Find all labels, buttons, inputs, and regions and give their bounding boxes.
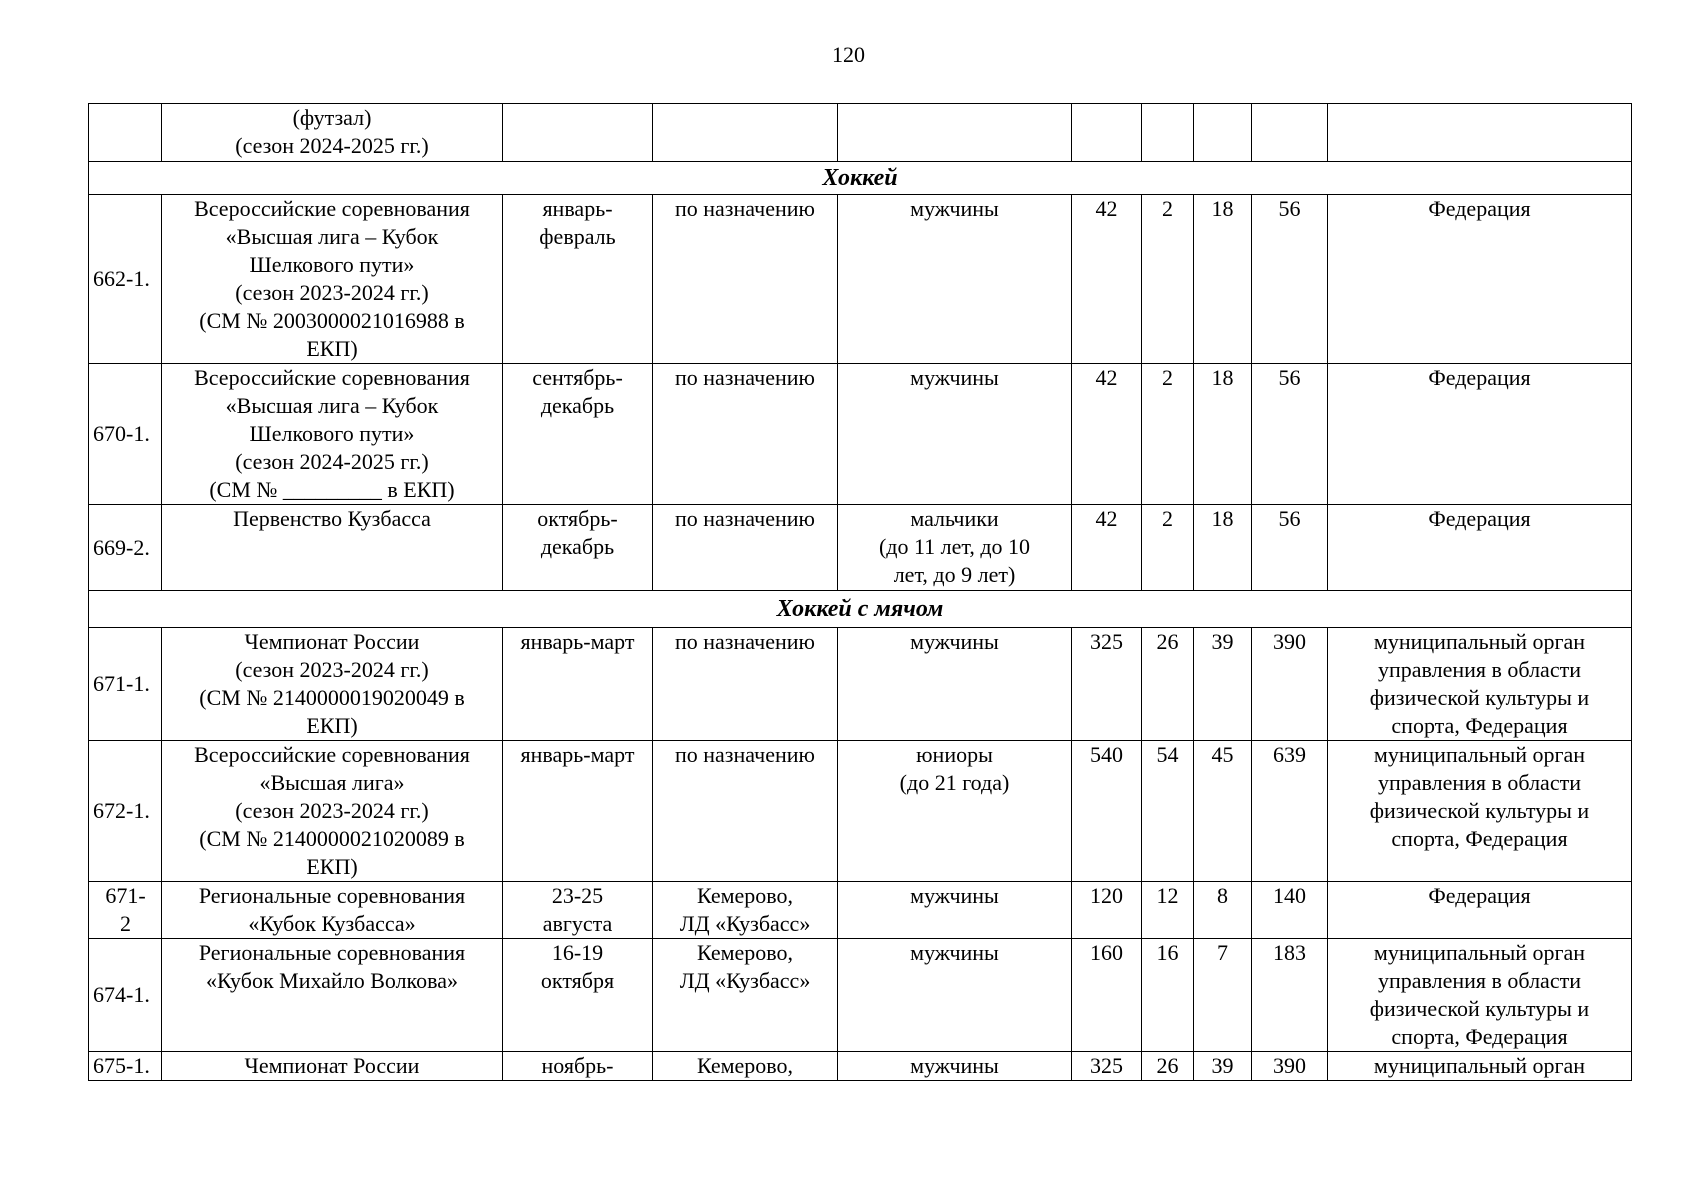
table-row xyxy=(89,882,1632,939)
count-athletes-cell xyxy=(1072,104,1142,162)
count-coaches-cell: 26 xyxy=(1142,1052,1194,1081)
table-row xyxy=(89,1052,1632,1081)
count-total-cell: 183 xyxy=(1252,939,1328,1052)
event-name-cell: Всероссийские соревнования «Высшая лига – Кубок Шелкового пути» (сезон 2024-2025 гг.) (СМ № _________ в ЕКП) xyxy=(162,364,503,505)
count-coaches-cell: 2 xyxy=(1142,195,1194,364)
event-name-cell: Первенство Кузбасса xyxy=(162,505,503,591)
count-athletes-cell: 540 xyxy=(1072,741,1142,882)
count-judges-cell: 45 xyxy=(1194,741,1252,882)
participants-cell: мужчины xyxy=(838,882,1072,939)
event-dates-cell: сентябрь- декабрь xyxy=(503,364,653,505)
organizer-cell: муниципальный орган xyxy=(1328,1052,1632,1081)
count-athletes-cell: 120 xyxy=(1072,882,1142,939)
count-total-cell: 639 xyxy=(1252,741,1328,882)
row-number-cell: 674-1. xyxy=(89,939,162,1052)
table-row xyxy=(89,741,1632,882)
event-place-cell: по назначению xyxy=(653,195,838,364)
participants-cell: мужчины xyxy=(838,939,1072,1052)
table-row xyxy=(89,364,1632,505)
table-row xyxy=(89,939,1632,1052)
table-row xyxy=(89,505,1632,591)
events-table xyxy=(88,103,1632,1081)
count-coaches-cell: 26 xyxy=(1142,628,1194,741)
participants-cell: мужчины xyxy=(838,364,1072,505)
table-row xyxy=(89,628,1632,741)
organizer-cell: Федерация xyxy=(1328,364,1632,505)
event-place-cell: Кемерово, ЛД «Кузбасс» xyxy=(653,882,838,939)
organizer-cell: муниципальный орган управления в области физической культуры и спорта, Федерация xyxy=(1328,628,1632,741)
count-athletes-cell: 325 xyxy=(1072,628,1142,741)
count-coaches-cell: 54 xyxy=(1142,741,1194,882)
count-athletes-cell: 42 xyxy=(1072,364,1142,505)
count-total-cell: 140 xyxy=(1252,882,1328,939)
organizer-cell xyxy=(1328,104,1632,162)
row-number-cell: 675-1. xyxy=(89,1052,162,1081)
count-total-cell: 56 xyxy=(1252,195,1328,364)
row-number-cell: 671- 2 xyxy=(89,882,162,939)
count-judges-cell: 18 xyxy=(1194,364,1252,505)
participants-cell: мужчины xyxy=(838,628,1072,741)
event-dates-cell: октябрь- декабрь xyxy=(503,505,653,591)
participants-cell xyxy=(838,104,1072,162)
event-place-cell xyxy=(653,104,838,162)
event-dates-cell: январь-март xyxy=(503,628,653,741)
organizer-cell: Федерация xyxy=(1328,505,1632,591)
participants-cell: мужчины xyxy=(838,195,1072,364)
count-total-cell: 390 xyxy=(1252,628,1328,741)
row-number-cell: 662-1. xyxy=(89,195,162,364)
event-name-cell: Региональные соревнования «Кубок Кузбасса» xyxy=(162,882,503,939)
sport-section-header xyxy=(89,162,1632,195)
count-judges-cell: 8 xyxy=(1194,882,1252,939)
row-number-cell: 670-1. xyxy=(89,364,162,505)
count-coaches-cell: 12 xyxy=(1142,882,1194,939)
participants-cell: юниоры (до 21 года) xyxy=(838,741,1072,882)
count-judges-cell xyxy=(1194,104,1252,162)
event-dates-cell: январь-март xyxy=(503,741,653,882)
count-judges-cell: 18 xyxy=(1194,195,1252,364)
event-name-cell: Чемпионат России (сезон 2023-2024 гг.) (СМ № 2140000019020049 в ЕКП) xyxy=(162,628,503,741)
event-dates-cell: 23-25 августа xyxy=(503,882,653,939)
count-total-cell: 390 xyxy=(1252,1052,1328,1081)
count-athletes-cell: 42 xyxy=(1072,195,1142,364)
count-total-cell: 56 xyxy=(1252,364,1328,505)
count-judges-cell: 18 xyxy=(1194,505,1252,591)
count-coaches-cell: 16 xyxy=(1142,939,1194,1052)
count-athletes-cell: 325 xyxy=(1072,1052,1142,1081)
event-dates-cell: январь- февраль xyxy=(503,195,653,364)
event-dates-cell: 16-19 октября xyxy=(503,939,653,1052)
participants-cell: мужчины xyxy=(838,1052,1072,1081)
count-coaches-cell xyxy=(1142,104,1194,162)
organizer-cell: муниципальный орган управления в области физической культуры и спорта, Федерация xyxy=(1328,741,1632,882)
row-number-cell: 669-2. xyxy=(89,505,162,591)
event-place-cell: Кемерово, ЛД «Кузбасс» xyxy=(653,939,838,1052)
event-place-cell: по назначению xyxy=(653,628,838,741)
count-judges-cell: 7 xyxy=(1194,939,1252,1052)
count-total-cell: 56 xyxy=(1252,505,1328,591)
row-number-cell: 671-1. xyxy=(89,628,162,741)
event-name-cell: Чемпионат России xyxy=(162,1052,503,1081)
table-row xyxy=(89,195,1632,364)
organizer-cell: муниципальный орган управления в области физической культуры и спорта, Федерация xyxy=(1328,939,1632,1052)
sport-section-title: Хоккей xyxy=(89,162,1632,195)
event-name-cell: (футзал) (сезон 2024-2025 гг.) xyxy=(162,104,503,162)
count-athletes-cell: 42 xyxy=(1072,505,1142,591)
participants-cell: мальчики (до 11 лет, до 10 лет, до 9 лет) xyxy=(838,505,1072,591)
organizer-cell: Федерация xyxy=(1328,195,1632,364)
event-place-cell: по назначению xyxy=(653,364,838,505)
event-place-cell: Кемерово, xyxy=(653,1052,838,1081)
count-coaches-cell: 2 xyxy=(1142,505,1194,591)
count-athletes-cell: 160 xyxy=(1072,939,1142,1052)
sport-section-title: Хоккей с мячом xyxy=(89,591,1632,628)
event-place-cell: по назначению xyxy=(653,741,838,882)
organizer-cell: Федерация xyxy=(1328,882,1632,939)
event-name-cell: Всероссийские соревнования «Высшая лига» (сезон 2023-2024 гг.) (СМ № 2140000021020089 в ЕКП) xyxy=(162,741,503,882)
sport-section-header xyxy=(89,591,1632,628)
page-number: 120 xyxy=(832,42,865,67)
event-dates-cell: ноябрь- xyxy=(503,1052,653,1081)
row-number-cell xyxy=(89,104,162,162)
event-place-cell: по назначению xyxy=(653,505,838,591)
event-name-cell: Всероссийские соревнования «Высшая лига – Кубок Шелкового пути» (сезон 2023-2024 гг.) (СМ № 2003000021016988 в ЕКП) xyxy=(162,195,503,364)
count-judges-cell: 39 xyxy=(1194,1052,1252,1081)
row-number-cell: 672-1. xyxy=(89,741,162,882)
count-total-cell xyxy=(1252,104,1328,162)
table-row xyxy=(89,104,1632,162)
event-name-cell: Региональные соревнования «Кубок Михайло Волкова» xyxy=(162,939,503,1052)
event-dates-cell xyxy=(503,104,653,162)
count-judges-cell: 39 xyxy=(1194,628,1252,741)
count-coaches-cell: 2 xyxy=(1142,364,1194,505)
